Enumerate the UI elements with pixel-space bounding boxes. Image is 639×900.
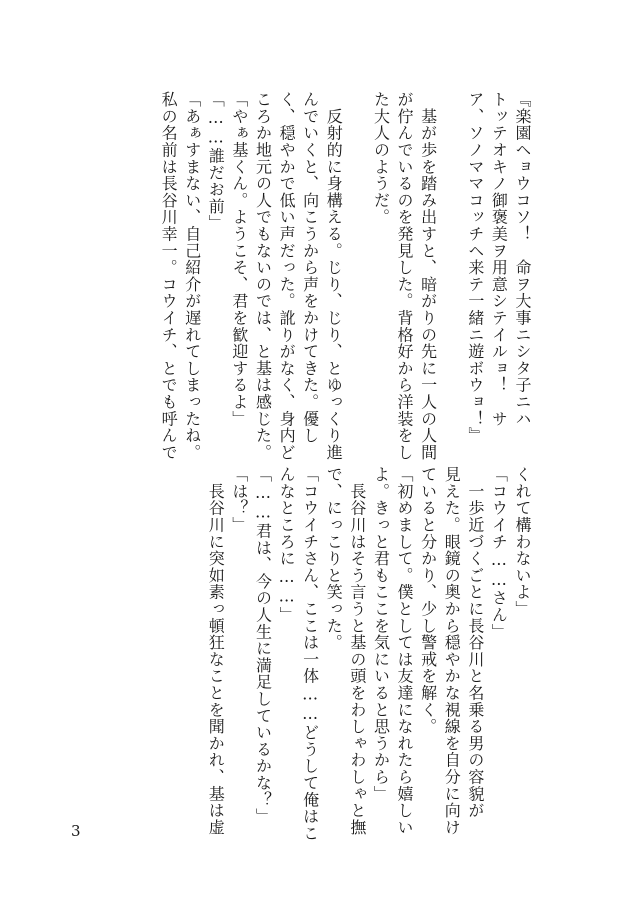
page-number: 3 bbox=[71, 822, 81, 840]
text-line: 「……誰だお前」 bbox=[206, 91, 226, 232]
text-line: 「……君は、今の人生に満足しているかな？」 bbox=[253, 466, 273, 825]
text-line: た大人のようだ。 bbox=[371, 91, 391, 226]
text-line: 「やぁ基くん。ようこそ、君を歓迎するよ」 bbox=[229, 91, 249, 427]
text-line: よ。きっと君もここを気にいると思うから」 bbox=[371, 466, 391, 802]
text-block-top bbox=[157, 91, 535, 461]
text-line: 「コウイチ……さん」 bbox=[489, 466, 509, 640]
text-line: が佇んでいるのを発見した。背格好から洋装をし bbox=[395, 91, 415, 461]
text-line: ていると分かり、少し警戒を解く。 bbox=[418, 466, 438, 735]
blank-line bbox=[345, 91, 369, 421]
text-line: 長谷川はそう言うと基の頭をわしゃわしゃと撫 bbox=[347, 466, 367, 836]
text-line: で、にっこりと笑った。 bbox=[324, 466, 344, 651]
text-line: トッテオキノ御褒美ヲ用意シテイルョ！ サ bbox=[489, 91, 509, 427]
text-line: 反射的に身構える。じり、じり、とゆっくり進 bbox=[324, 91, 344, 461]
text-line: く、穏やかで低い声だった。訛りがなく、身内ど bbox=[277, 91, 297, 461]
text-line: 私の名前は長谷川幸一。コウイチ、とでも呼んで bbox=[159, 91, 179, 461]
blank-line bbox=[440, 91, 464, 421]
text-line: 一歩近づくごとに長谷川と名乗る男の容貌が bbox=[465, 466, 485, 819]
text-block-bottom bbox=[204, 466, 534, 842]
text-line: 「は？」 bbox=[229, 466, 249, 534]
text-line: ア、ソノママコッチヘ来テ一緒ニ遊ボウョ！』 bbox=[465, 91, 485, 444]
text-line: 見えた。眼鏡の奥から穏やかな視線を自分に向け bbox=[442, 466, 462, 836]
text-line: 「初めまして。僕としては友達になれたら嬉しい bbox=[395, 466, 415, 836]
text-line: くれて構わないよ」 bbox=[513, 466, 532, 618]
text-line: 長谷川に突如素っ頓狂なことを聞かれ、基は虚 bbox=[206, 466, 226, 836]
text-line: んでいくと、向こうから声をかけてきた。優し bbox=[300, 91, 320, 444]
text-line: 「あぁすまない、自己紹介が遅れてしまったね。 bbox=[182, 91, 202, 461]
text-line: 基が歩を踏み出すと、暗がりの先に一人の人間 bbox=[418, 91, 438, 461]
text-line: ころか地元の人でもないのでは、と基は感じた。 bbox=[253, 91, 273, 461]
text-line: んなところに……」 bbox=[277, 466, 297, 624]
text-line: 「コウイチさん、ここは一体……どうして俺はこ bbox=[300, 466, 320, 842]
text-line: 『楽園ヘョウコソ！ 命ヲ大事ニシタ子ニハ bbox=[513, 91, 532, 427]
